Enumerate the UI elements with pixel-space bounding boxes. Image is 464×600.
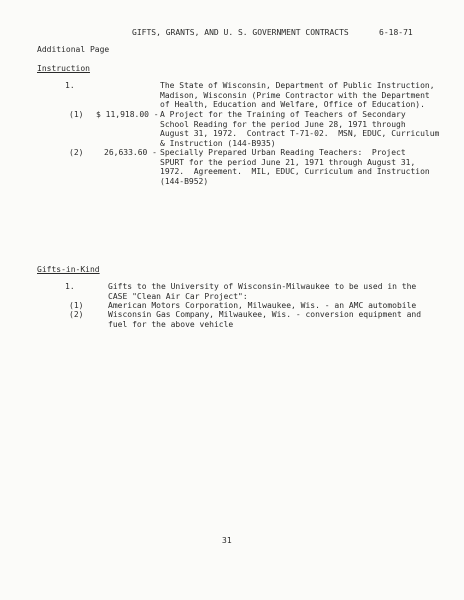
instruction-heading: Instruction bbox=[37, 64, 90, 73]
entry-line: Specially Prepared Urban Reading Teachers: Project bbox=[160, 148, 406, 157]
entry-number: (2) bbox=[69, 310, 84, 319]
entry-description bbox=[160, 148, 430, 186]
entry-line: School Reading for the period June 28, 1971 through bbox=[160, 119, 406, 129]
additional-page-label: Additional Page bbox=[37, 45, 110, 54]
entry-amount: $ 11,918.00 - bbox=[96, 110, 159, 119]
entry-line: 1972. Agreement. MIL, EDUC, Curriculum and Instruction bbox=[160, 167, 430, 176]
entry-line: American Motors Corporation, Milwaukee, Wis. - an AMC automobile bbox=[108, 301, 417, 310]
entry-line: & Instruction (144-B935) bbox=[160, 138, 276, 148]
page-title: GIFTS, GRANTS, AND U. S. GOVERNMENT CONTRACTS bbox=[132, 28, 349, 37]
entry-line: (144-B952) bbox=[160, 176, 209, 186]
page-number: 31 bbox=[222, 536, 232, 545]
entry-line: A Project for the Training of Teachers of Secondary bbox=[160, 110, 406, 119]
entry-number: (1) bbox=[69, 110, 84, 119]
entry-line: SPURT for the period June 21, 1971 through August 31, bbox=[160, 157, 416, 167]
sponsor-line: The State of Wisconsin, Department of Public Instruction, bbox=[160, 81, 435, 90]
page-header bbox=[0, 28, 464, 38]
entry-amount: 26,633.60 - bbox=[104, 148, 157, 157]
instruction-item-number: 1. bbox=[65, 81, 75, 90]
page-date: 6-18-71 bbox=[379, 28, 413, 37]
gifts-item-number: 1. bbox=[65, 282, 75, 291]
entry-description bbox=[160, 110, 439, 148]
intro-line: Gifts to the University of Wisconsin-Milwaukee to be used in the bbox=[108, 282, 417, 291]
gifts-intro bbox=[108, 282, 416, 301]
sponsor-line: of Health, Education and Welfare, Office of Education). bbox=[160, 100, 425, 109]
entry-line: Wisconsin Gas Company, Milwaukee, Wis. - conversion equipment and bbox=[108, 310, 422, 319]
sponsor-line: Madison, Wisconsin (Prime Contractor with the Department bbox=[160, 90, 430, 100]
intro-line: CASE "Clean Air Car Project": bbox=[108, 291, 248, 301]
entry-number: (1) bbox=[69, 301, 84, 310]
gifts-in-kind-heading: Gifts-in-Kind bbox=[37, 265, 100, 274]
entry-description bbox=[108, 310, 421, 329]
entry-line: fuel for the above vehicle bbox=[108, 319, 234, 329]
instruction-sponsor bbox=[160, 81, 435, 110]
entry-number: (2) bbox=[69, 148, 84, 157]
entry-line: August 31, 1972. Contract T-71-02. MSN, EDUC, Curriculum bbox=[160, 129, 440, 138]
